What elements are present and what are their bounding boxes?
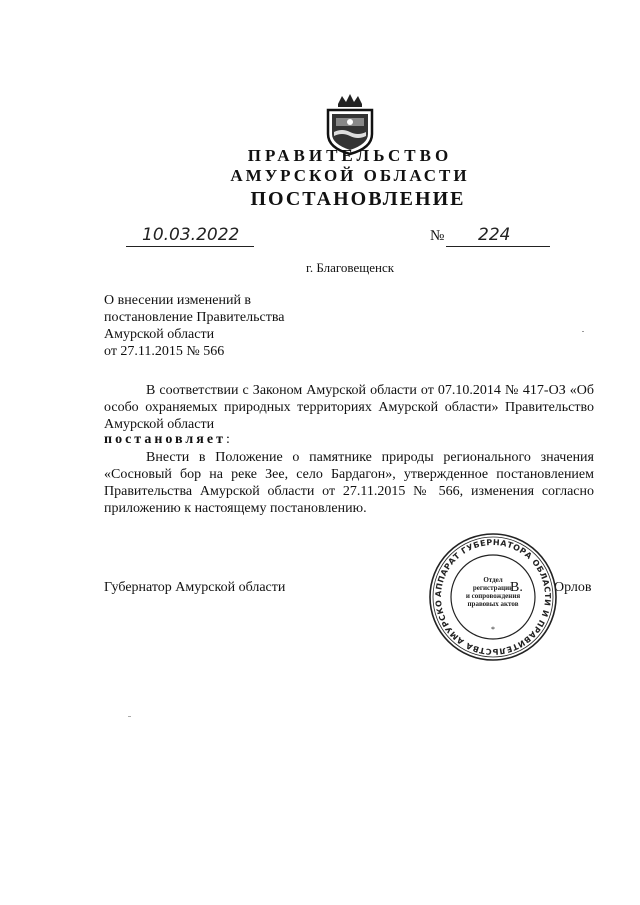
number-label: № (430, 228, 445, 244)
document-type: ПОСТАНОВЛЕНИЕ (250, 188, 466, 210)
official-stamp (428, 532, 558, 662)
stamp-line: регистрации (472, 584, 514, 592)
subject-line: Амурской области (104, 327, 215, 342)
government-name-line2: АМУРСКОЙ ОБЛАСТИ (230, 166, 470, 185)
scan-artifact (582, 331, 584, 332)
decree-colon: : (225, 432, 230, 447)
subject-line: от 27.11.2015 № 566 (104, 344, 225, 359)
preamble-paragraph: В соответствии с Законом Амурской области от 07.10.2014 № 417-ОЗ «Об особо охраняемых природных территориях Амурской области» Правительство Амурской области (104, 383, 594, 432)
resolution-paragraph: Внести в Положение о памятнике природы регионального значения «Сосновый бор на реке Зее, село Бардагон», утвержденное постановлением Правительства Амурской области от 27.11.2015 № 566, изменения согласно приложению к настоящему постановлению. (104, 450, 594, 516)
stamp-inner-text (458, 576, 528, 608)
stamp-line: правовых актов (467, 600, 519, 608)
stamp-line: и сопровождения (465, 592, 521, 600)
handwritten-date: 10.03.2022 (142, 225, 240, 245)
signatory-title: Губернатор Амурской области (104, 580, 286, 595)
government-name-line1: ПРАВИТЕЛЬСТВО (247, 146, 453, 165)
signatory-initials: В. (510, 580, 523, 595)
city: г. Благовещенск (306, 260, 395, 275)
document-subject (104, 292, 284, 360)
stamp-outer-text: АППАРАТ ГУБЕРНАТОРА ОБЛАСТИ И ПРАВИТЕЛЬСТВА АМУРСКО (433, 537, 553, 657)
decree-word-text: постановляет (104, 432, 226, 447)
date-field (126, 224, 254, 247)
subject-line: постановление Правительства (104, 310, 285, 325)
number-field (446, 224, 550, 247)
subject-line: О внесении изменений в (104, 293, 252, 308)
stamp-line: Отдел (483, 576, 503, 584)
signatory-surname: Орлов (554, 580, 592, 595)
scan-artifact (128, 716, 131, 717)
handwritten-number: 224 (478, 225, 511, 245)
svg-text:*: * (491, 625, 495, 634)
decree-word (104, 432, 230, 448)
